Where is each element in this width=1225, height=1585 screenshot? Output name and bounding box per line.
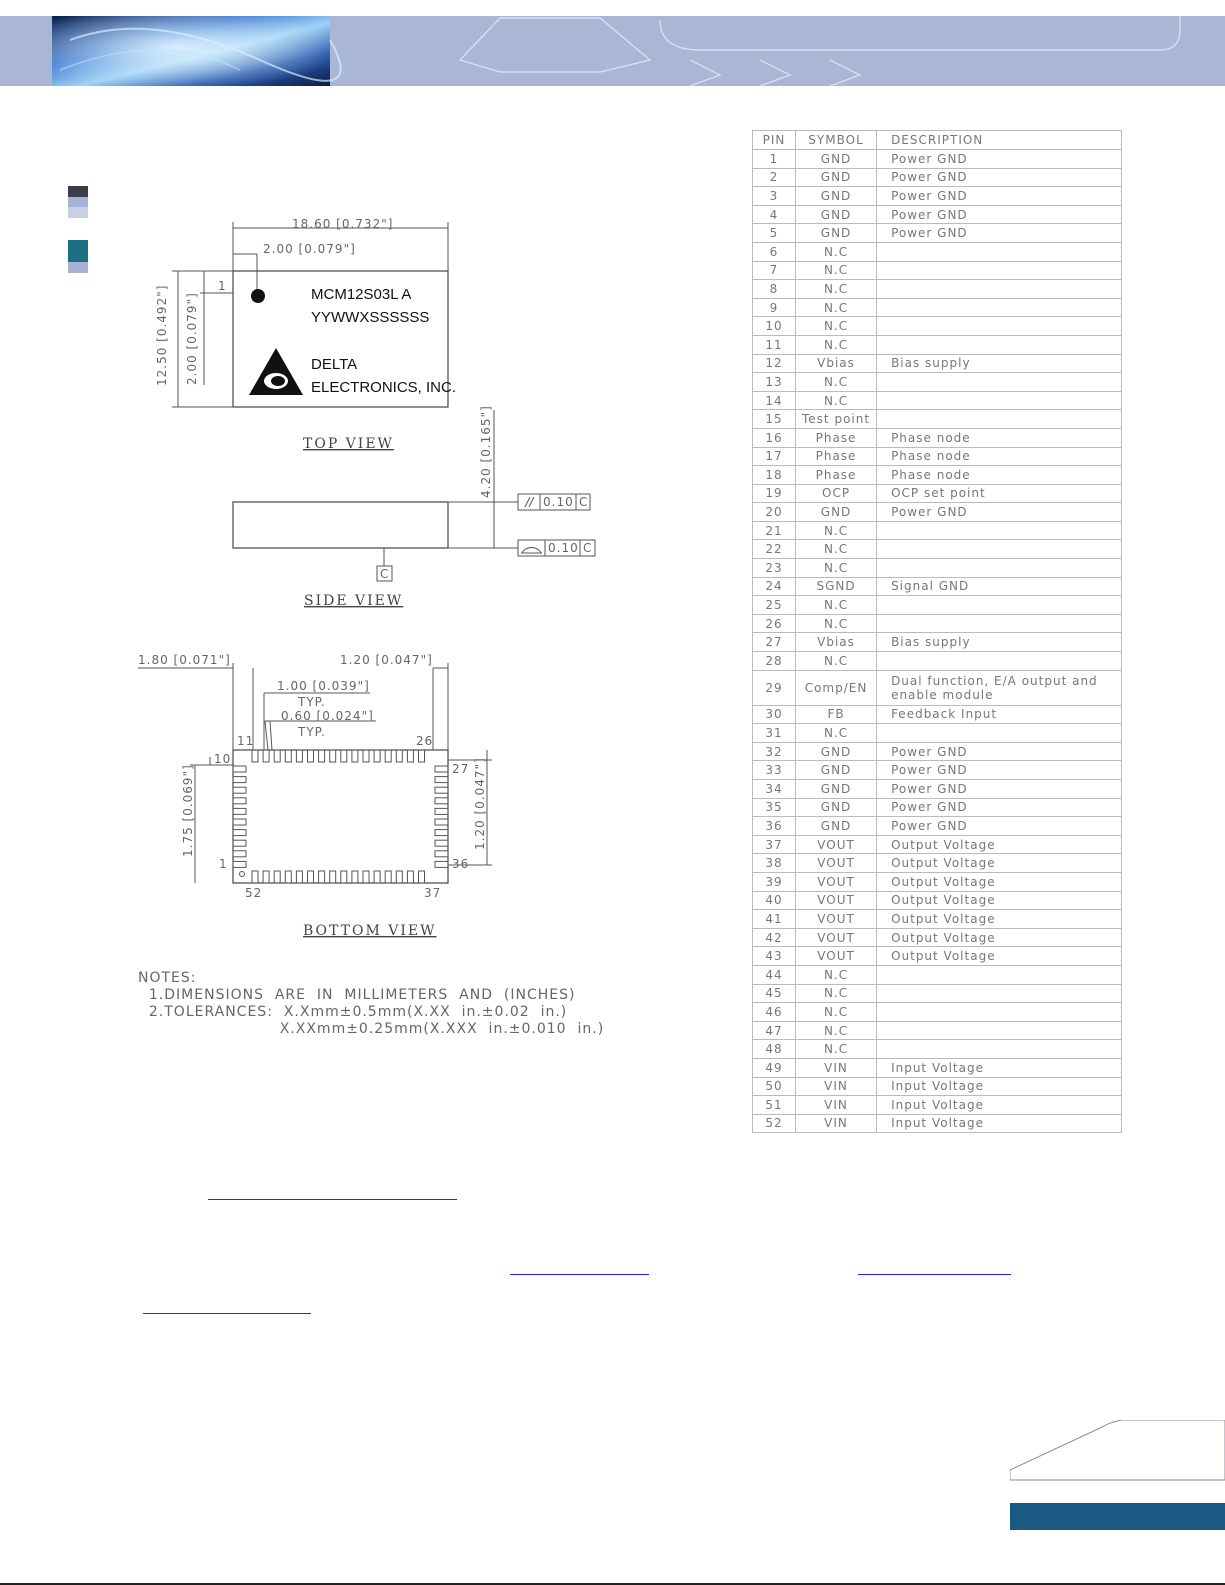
symbol-cell: GND — [796, 742, 877, 761]
table-row — [753, 577, 1122, 596]
symbol-cell: VOUT — [796, 910, 877, 929]
pin-cell: 15 — [753, 410, 796, 429]
table-row — [753, 596, 1122, 615]
table-row — [753, 428, 1122, 447]
pin-cell: 39 — [753, 872, 796, 891]
pin-cell: 16 — [753, 428, 796, 447]
dim-pin-offset: 2.00 [0.079"] — [263, 242, 356, 256]
description-cell: Output Voltage — [877, 891, 1122, 910]
pin-cell: 33 — [753, 761, 796, 780]
description-cell — [877, 984, 1122, 1003]
description-cell: Feedback Input — [877, 705, 1122, 724]
mechanical-drawing — [0, 0, 720, 960]
table-row — [753, 540, 1122, 559]
table-row — [753, 891, 1122, 910]
table-row — [753, 670, 1122, 705]
symbol-cell: GND — [796, 798, 877, 817]
symbol-cell: N.C — [796, 317, 877, 336]
table-row — [753, 854, 1122, 873]
table-row — [753, 242, 1122, 261]
table-row — [753, 521, 1122, 540]
symbol-cell: N.C — [796, 559, 877, 578]
description-cell: Output Voltage — [877, 910, 1122, 929]
symbol-cell: GND — [796, 761, 877, 780]
pin-cell: 12 — [753, 354, 796, 373]
marking-brand-1: DELTA — [311, 356, 358, 373]
description-cell: Phase node — [877, 428, 1122, 447]
description-cell: Input Voltage — [877, 1058, 1122, 1077]
description-cell: Output Voltage — [877, 928, 1122, 947]
pin-label-10: 10 — [214, 752, 232, 766]
table-row — [753, 798, 1122, 817]
symbol-cell: GND — [796, 224, 877, 243]
pin-cell: 20 — [753, 503, 796, 522]
table-row — [753, 373, 1122, 392]
table-row — [753, 1096, 1122, 1115]
description-cell — [877, 261, 1122, 280]
description-cell: Phase node — [877, 466, 1122, 485]
header-pin: PIN — [753, 131, 796, 150]
description-cell — [877, 1040, 1122, 1059]
description-cell: Bias supply — [877, 633, 1122, 652]
description-cell — [877, 540, 1122, 559]
description-cell: Power GND — [877, 761, 1122, 780]
description-cell: Power GND — [877, 503, 1122, 522]
flatness-ref: C — [583, 541, 593, 555]
table-row — [753, 817, 1122, 836]
description-cell: Power GND — [877, 780, 1122, 799]
pin-cell: 29 — [753, 670, 796, 705]
symbol-cell: N.C — [796, 965, 877, 984]
symbol-cell: N.C — [796, 335, 877, 354]
datum-c-label: C — [380, 567, 390, 581]
pin-cell: 18 — [753, 466, 796, 485]
description-cell — [877, 1003, 1122, 1022]
symbol-cell: N.C — [796, 521, 877, 540]
description-cell — [877, 242, 1122, 261]
symbol-cell: N.C — [796, 298, 877, 317]
description-cell: Output Voltage — [877, 947, 1122, 966]
table-row — [753, 205, 1122, 224]
symbol-cell: FB — [796, 705, 877, 724]
description-cell — [877, 373, 1122, 392]
symbol-cell: VIN — [796, 1058, 877, 1077]
symbol-cell: GND — [796, 150, 877, 169]
symbol-cell: Phase — [796, 428, 877, 447]
note-1: 1.DIMENSIONS ARE IN MILLIMETERS AND (INCHES) — [138, 987, 576, 1003]
symbol-cell: N.C — [796, 596, 877, 615]
description-cell — [877, 521, 1122, 540]
table-header-row — [753, 131, 1122, 150]
symbol-cell: N.C — [796, 280, 877, 299]
description-cell: Input Voltage — [877, 1096, 1122, 1115]
description-cell: Power GND — [877, 224, 1122, 243]
symbol-cell: N.C — [796, 540, 877, 559]
description-cell: Power GND — [877, 150, 1122, 169]
pin-label-37: 37 — [424, 886, 442, 900]
symbol-cell: N.C — [796, 261, 877, 280]
pin1-marker — [251, 289, 265, 303]
table-row — [753, 559, 1122, 578]
pin-cell: 14 — [753, 391, 796, 410]
symbol-cell: SGND — [796, 577, 877, 596]
table-row — [753, 187, 1122, 206]
symbol-cell: GND — [796, 168, 877, 187]
pin-cell: 22 — [753, 540, 796, 559]
dim-pitch: 1.00 [0.039"] — [277, 679, 370, 693]
table-row — [753, 761, 1122, 780]
description-cell: Power GND — [877, 742, 1122, 761]
table-row — [753, 1040, 1122, 1059]
description-cell — [877, 410, 1122, 429]
symbol-cell: VOUT — [796, 854, 877, 873]
delta-logo-icon — [249, 348, 303, 395]
description-cell: Power GND — [877, 187, 1122, 206]
link-underline-4[interactable] — [143, 1313, 311, 1314]
description-cell — [877, 391, 1122, 410]
description-cell: Output Voltage — [877, 854, 1122, 873]
table-row — [753, 724, 1122, 743]
symbol-cell: VIN — [796, 1114, 877, 1133]
note-2: 2.TOLERANCES: X.Xmm±0.5mm(X.XX in.±0.02 in.) — [138, 1004, 568, 1020]
table-row — [753, 1003, 1122, 1022]
symbol-cell: N.C — [796, 652, 877, 671]
symbol-cell: VOUT — [796, 872, 877, 891]
table-row — [753, 168, 1122, 187]
symbol-cell: GND — [796, 187, 877, 206]
pin-cell: 34 — [753, 780, 796, 799]
symbol-cell: Vbias — [796, 354, 877, 373]
pin-cell: 50 — [753, 1077, 796, 1096]
description-cell: Power GND — [877, 817, 1122, 836]
pin-cell: 23 — [753, 559, 796, 578]
dim-height: 12.50 [0.492"] — [155, 284, 169, 386]
description-cell: Power GND — [877, 205, 1122, 224]
dim-pitch-typ: TYP. — [298, 695, 326, 709]
description-cell — [877, 559, 1122, 578]
table-row — [753, 705, 1122, 724]
note-3: X.XXmm±0.25mm(X.XXX in.±0.010 in.) — [138, 1021, 605, 1037]
symbol-cell: N.C — [796, 242, 877, 261]
table-row — [753, 354, 1122, 373]
marking-part-number: MCM12S03L A — [311, 286, 412, 303]
pin-cell: 35 — [753, 798, 796, 817]
description-cell — [877, 652, 1122, 671]
pin-cell: 10 — [753, 317, 796, 336]
table-row — [753, 872, 1122, 891]
table-row — [753, 1077, 1122, 1096]
pin-cell: 30 — [753, 705, 796, 724]
symbol-cell: Comp/EN — [796, 670, 877, 705]
pin-cell: 25 — [753, 596, 796, 615]
table-row — [753, 652, 1122, 671]
pin-cell: 51 — [753, 1096, 796, 1115]
pin-cell: 44 — [753, 965, 796, 984]
table-row — [753, 1021, 1122, 1040]
description-cell: Bias supply — [877, 354, 1122, 373]
flatness-value: 0.10 — [548, 541, 579, 555]
symbol-cell: VIN — [796, 1096, 877, 1115]
description-cell — [877, 298, 1122, 317]
pin-cell: 31 — [753, 724, 796, 743]
symbol-cell: VIN — [796, 1077, 877, 1096]
symbol-cell: GND — [796, 780, 877, 799]
pin-cell: 4 — [753, 205, 796, 224]
pin-cell: 13 — [753, 373, 796, 392]
header-symbol: SYMBOL — [796, 131, 877, 150]
marking-brand-2: ELECTRONICS, INC. — [311, 379, 457, 396]
table-row — [753, 484, 1122, 503]
description-cell — [877, 965, 1122, 984]
pin-cell: 1 — [753, 150, 796, 169]
pin-cell: 21 — [753, 521, 796, 540]
table-row — [753, 503, 1122, 522]
pin-cell: 48 — [753, 1040, 796, 1059]
pin-cell: 26 — [753, 614, 796, 633]
description-cell: Power GND — [877, 168, 1122, 187]
dim-pad-width-typ: TYP. — [298, 725, 326, 739]
symbol-cell: N.C — [796, 1003, 877, 1022]
marking-date-code: YYWWXSSSSSS — [311, 309, 430, 326]
table-row — [753, 742, 1122, 761]
pin-cell: 41 — [753, 910, 796, 929]
top-view-title: TOP VIEW — [303, 436, 394, 452]
table-row — [753, 1058, 1122, 1077]
table-row — [753, 150, 1122, 169]
table-row — [753, 317, 1122, 336]
pin-label-52: 52 — [245, 886, 263, 900]
pin-cell: 9 — [753, 298, 796, 317]
dim-pad-edge-left: 1.80 [0.071"] — [138, 653, 231, 667]
pin-label-11: 11 — [237, 734, 255, 748]
pin-cell: 2 — [753, 168, 796, 187]
pin-cell: 32 — [753, 742, 796, 761]
table-row — [753, 614, 1122, 633]
pin-label-1: 1 — [219, 857, 228, 871]
drawing-notes — [138, 970, 604, 1038]
pin-cell: 27 — [753, 633, 796, 652]
pin-cell: 43 — [753, 947, 796, 966]
description-cell: Signal GND — [877, 577, 1122, 596]
description-cell: Output Voltage — [877, 872, 1122, 891]
parallel-ref: C — [579, 495, 589, 509]
dim-pad-width: 0.60 [0.024"] — [281, 709, 374, 723]
pin-cell: 46 — [753, 1003, 796, 1022]
table-row — [753, 466, 1122, 485]
table-row — [753, 910, 1122, 929]
symbol-cell: VOUT — [796, 835, 877, 854]
table-row — [753, 261, 1122, 280]
symbol-cell: VOUT — [796, 891, 877, 910]
symbol-cell: Vbias — [796, 633, 877, 652]
notes-title: NOTES: — [138, 970, 197, 986]
pin-cell: 42 — [753, 928, 796, 947]
footer-accent-shape — [1010, 1420, 1225, 1530]
table-row — [753, 224, 1122, 243]
dim-width: 18.60 [0.732"] — [292, 217, 394, 231]
pin-cell: 17 — [753, 447, 796, 466]
symbol-cell: N.C — [796, 1021, 877, 1040]
link-underline-3[interactable] — [858, 1274, 1011, 1275]
description-cell: Input Voltage — [877, 1114, 1122, 1133]
pin-cell: 19 — [753, 484, 796, 503]
symbol-cell: Phase — [796, 466, 877, 485]
symbol-cell: N.C — [796, 984, 877, 1003]
table-row — [753, 947, 1122, 966]
table-row — [753, 391, 1122, 410]
symbol-cell: GND — [796, 205, 877, 224]
pin-label-27: 27 — [452, 762, 470, 776]
table-row — [753, 633, 1122, 652]
table-row — [753, 335, 1122, 354]
symbol-cell: N.C — [796, 614, 877, 633]
dim-pad-edge-v-right: 1.20 [0.047"] — [473, 757, 487, 850]
dim-thickness: 4.20 [0.165"] — [479, 405, 493, 498]
pin-cell: 8 — [753, 280, 796, 299]
pin-cell: 38 — [753, 854, 796, 873]
pin-cell: 11 — [753, 335, 796, 354]
description-cell: Power GND — [877, 798, 1122, 817]
table-row — [753, 410, 1122, 429]
description-cell — [877, 280, 1122, 299]
pin1-label: 1 — [218, 279, 227, 293]
side-view-title: SIDE VIEW — [304, 593, 404, 609]
symbol-cell: Test point — [796, 410, 877, 429]
symbol-cell: N.C — [796, 724, 877, 743]
description-cell — [877, 596, 1122, 615]
symbol-cell: N.C — [796, 1040, 877, 1059]
description-cell — [877, 1021, 1122, 1040]
table-row — [753, 928, 1122, 947]
description-cell — [877, 317, 1122, 336]
table-row — [753, 447, 1122, 466]
bottom-view-title: BOTTOM VIEW — [303, 923, 437, 939]
link-underline-2[interactable] — [510, 1274, 649, 1275]
pin-cell: 52 — [753, 1114, 796, 1133]
symbol-cell: GND — [796, 817, 877, 836]
symbol-cell: N.C — [796, 391, 877, 410]
symbol-cell: GND — [796, 503, 877, 522]
table-row — [753, 298, 1122, 317]
table-row — [753, 1114, 1122, 1133]
symbol-cell: VOUT — [796, 928, 877, 947]
symbol-cell: VOUT — [796, 947, 877, 966]
pin-cell: 6 — [753, 242, 796, 261]
pin-cell: 49 — [753, 1058, 796, 1077]
parallel-value: 0.10 — [543, 495, 574, 509]
table-row — [753, 965, 1122, 984]
symbol-cell: N.C — [796, 373, 877, 392]
dim-pad-edge-v-left: 1.75 [0.069"] — [181, 764, 195, 857]
table-row — [753, 780, 1122, 799]
pin-cell: 5 — [753, 224, 796, 243]
pin-cell: 28 — [753, 652, 796, 671]
description-cell: OCP set point — [877, 484, 1122, 503]
pin-cell: 47 — [753, 1021, 796, 1040]
symbol-cell: Phase — [796, 447, 877, 466]
description-cell — [877, 335, 1122, 354]
table-row — [753, 984, 1122, 1003]
pin-cell: 36 — [753, 817, 796, 836]
pin-label-36: 36 — [452, 857, 470, 871]
header-description: DESCRIPTION — [877, 131, 1122, 150]
description-cell: Output Voltage — [877, 835, 1122, 854]
table-row — [753, 835, 1122, 854]
pin-assignment-table — [752, 130, 1122, 1133]
description-cell: Dual function, E/A output and enable module — [877, 670, 1122, 705]
pin-label-26: 26 — [416, 734, 434, 748]
description-cell: Phase node — [877, 447, 1122, 466]
pin-cell: 7 — [753, 261, 796, 280]
dim-pad-edge-right: 1.20 [0.047"] — [340, 653, 433, 667]
pin-cell: 45 — [753, 984, 796, 1003]
dim-pin-offset-v: 2.00 [0.079"] — [185, 292, 199, 385]
pin-cell: 40 — [753, 891, 796, 910]
pin-cell: 37 — [753, 835, 796, 854]
table-row — [753, 280, 1122, 299]
pin-cell: 3 — [753, 187, 796, 206]
description-cell: Input Voltage — [877, 1077, 1122, 1096]
description-cell — [877, 614, 1122, 633]
pin-cell: 24 — [753, 577, 796, 596]
description-cell — [877, 724, 1122, 743]
symbol-cell: OCP — [796, 484, 877, 503]
link-underline-1[interactable] — [208, 1199, 457, 1200]
